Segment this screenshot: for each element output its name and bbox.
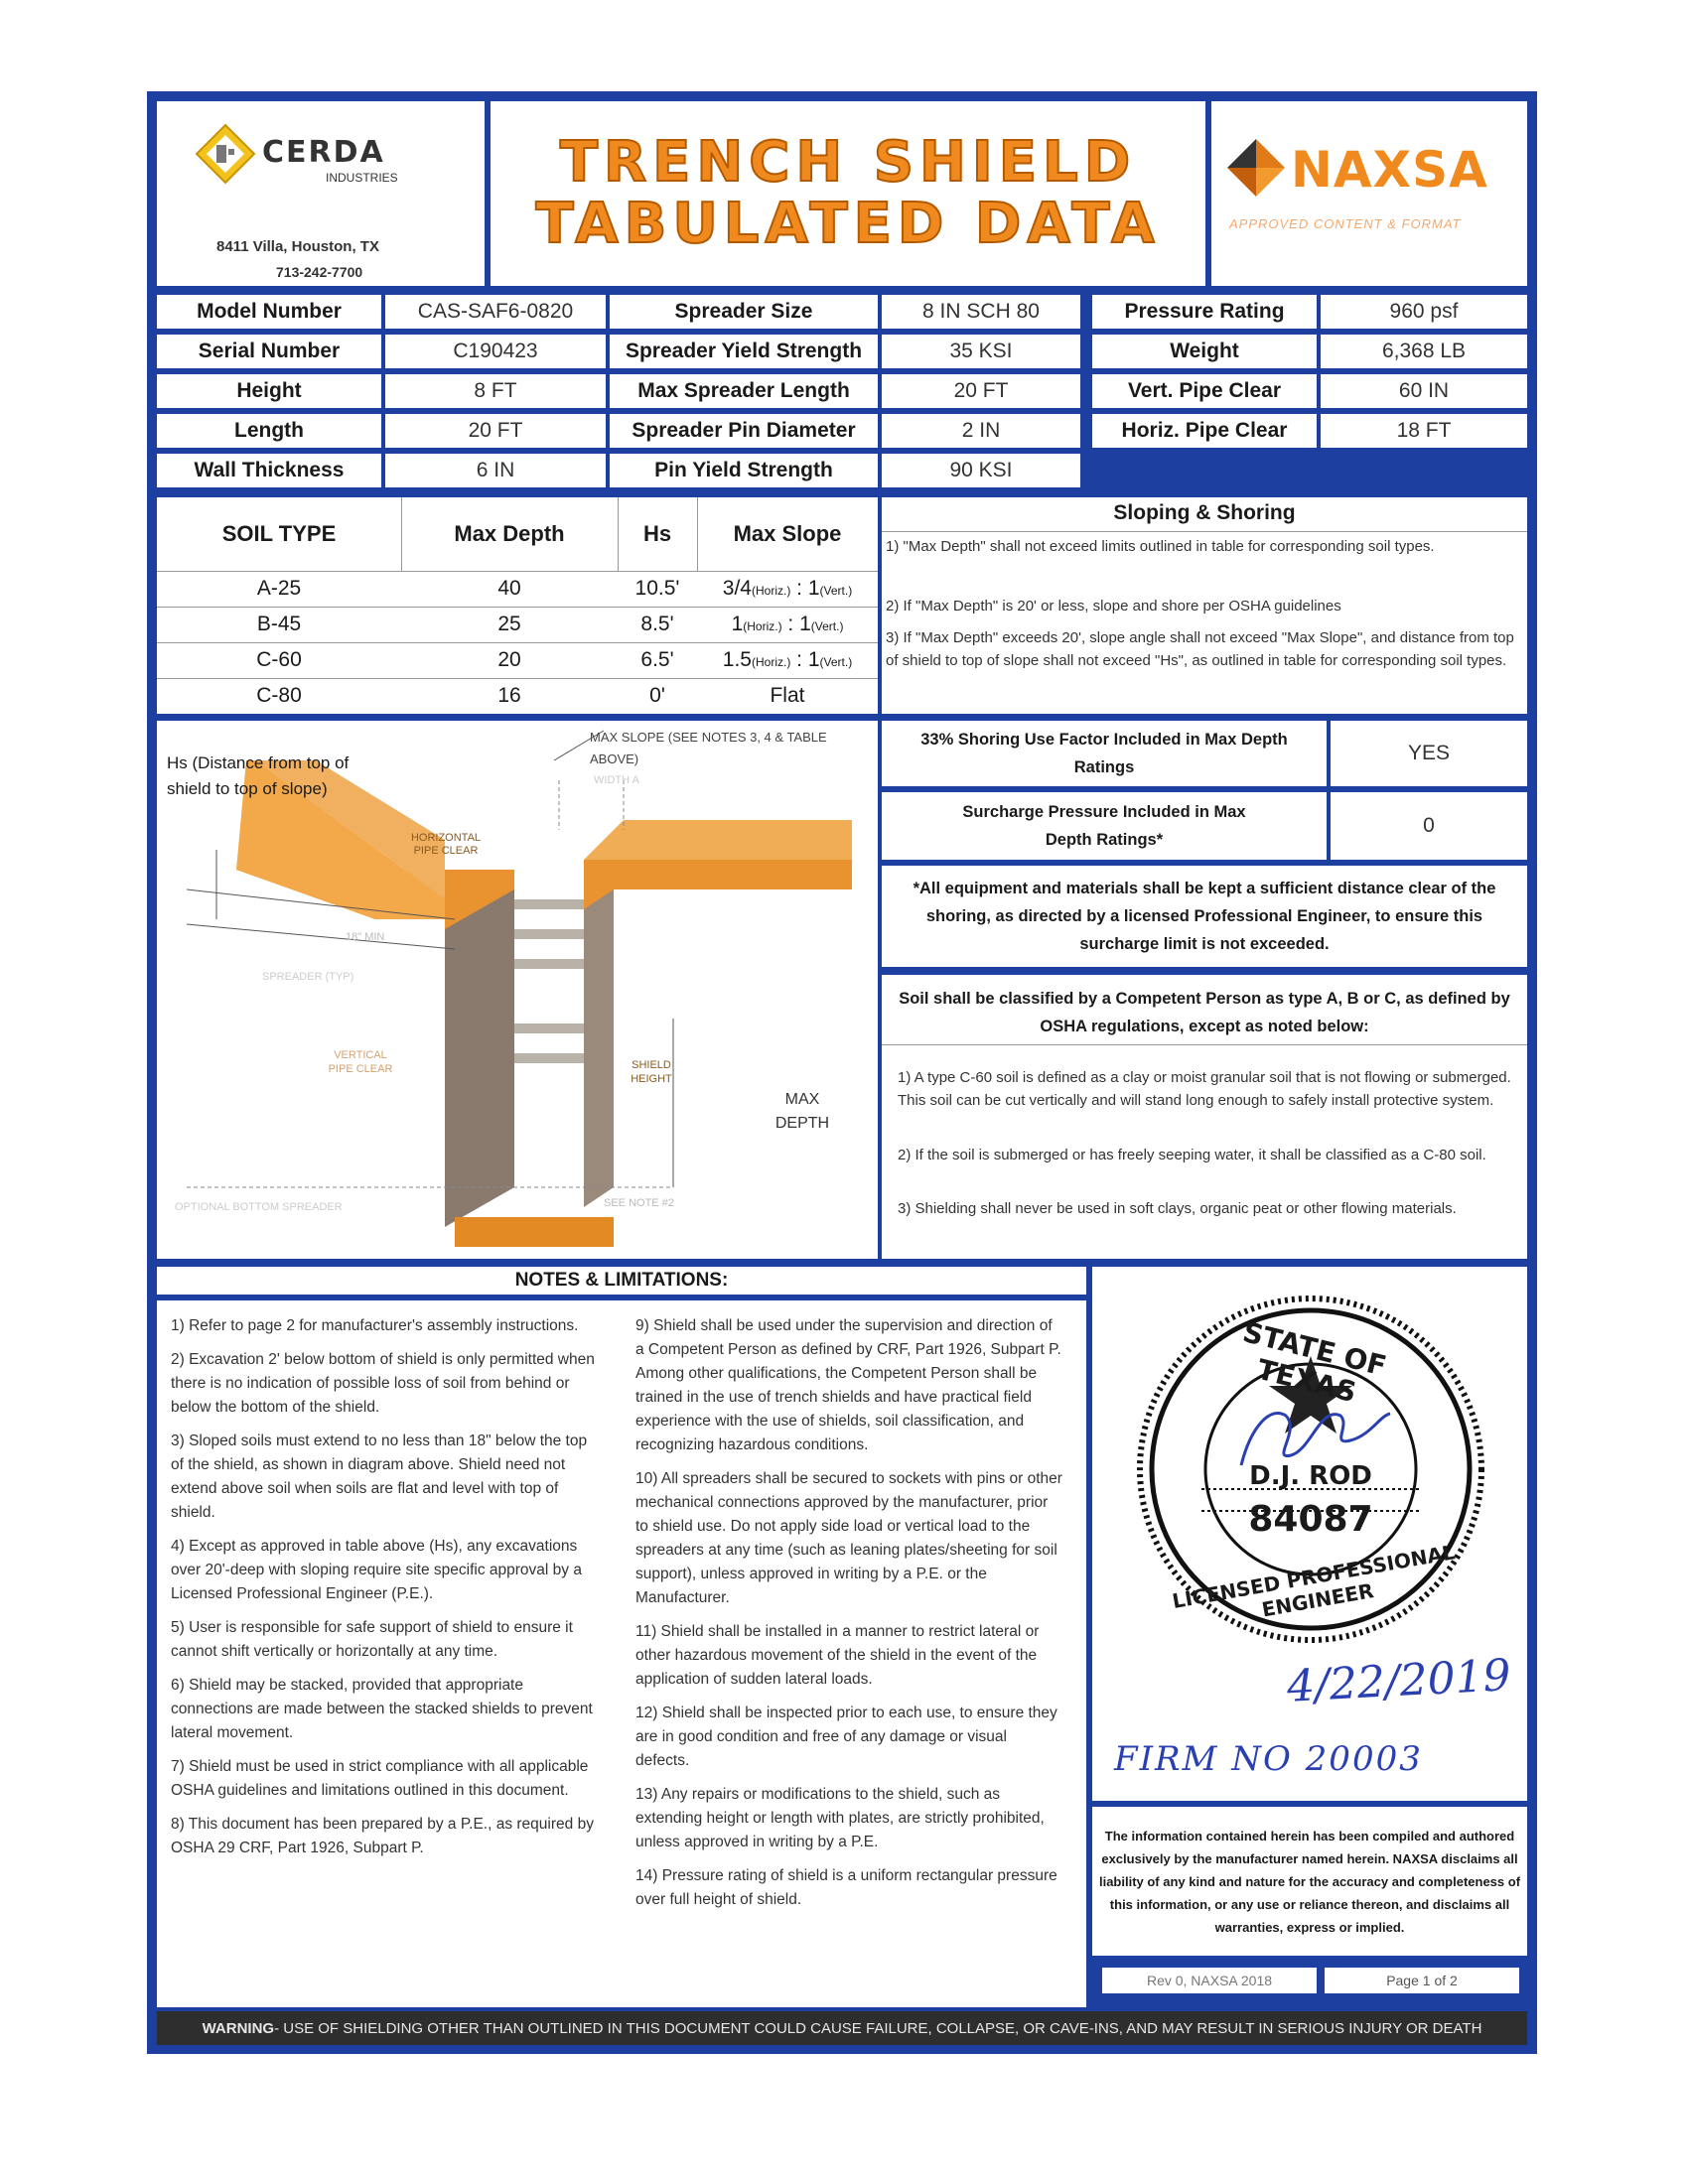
warning-text: - USE OF SHIELDING OTHER THAN OUTLINED IN THIS DOCUMENT COULD CAUSE FAILURE, COLLAPSE, OR CAVE-INS, AND MAY RESULT IN SERIOUS INJURY OR DEATH bbox=[274, 2019, 1482, 2037]
cerda-logo-panel bbox=[157, 101, 485, 286]
spec-label-wall: Wall Thickness bbox=[157, 454, 381, 487]
firm-number: FIRM NO 20003 bbox=[1114, 1739, 1423, 1779]
warning-label: WARNING bbox=[202, 2019, 275, 2037]
note-item: 8) This document has been prepared by a P.E., as required by OSHA 29 CRF, Part 1926, Subpart P. bbox=[171, 1816, 594, 1856]
soil-header-hs: Hs bbox=[618, 497, 698, 572]
soil-class-item-3: 3) Shielding shall never be used in soft clays, organic peat or other flowing materials. bbox=[898, 1200, 1457, 1217]
seal-state-text: STATE OF TEXAS bbox=[1239, 1315, 1390, 1410]
seal-date: 4/22/2019 bbox=[1285, 1650, 1512, 1712]
note-item: 3) Sloped soils must extend to no less than 18" below the top of the shield, as shown in diagram above. Shield need not extend above soil when soils are flat and level with top of shield. bbox=[171, 1433, 588, 1521]
diagram-label-max-depth: MAX DEPTH bbox=[774, 1091, 830, 1132]
spec-label-max-spreader: Max Spreader Length bbox=[610, 374, 878, 408]
naxsa-logo-panel bbox=[1211, 101, 1527, 286]
soil-slope-cell bbox=[697, 648, 878, 672]
spec-label-length: Length bbox=[157, 414, 381, 448]
cerda-logo-subtext: INDUSTRIES bbox=[326, 171, 398, 185]
soil-class-title: Soil shall be classified by a Competent Person as type A, B or C, as defined by OSHA regulations, except as noted below: bbox=[899, 990, 1510, 1035]
engineer-signature bbox=[1231, 1386, 1400, 1485]
soil-type-cell: B-45 bbox=[256, 613, 302, 635]
spec-value-length: 20 FT bbox=[385, 414, 606, 448]
title-panel bbox=[491, 101, 1205, 286]
note-item: 6) Shield may be stacked, provided that appropriate connections are made between the stacked shields to prevent lateral movement. bbox=[171, 1677, 593, 1741]
spec-label-weight: Weight bbox=[1092, 335, 1317, 368]
revision-label: Rev 0, NAXSA 2018 bbox=[1102, 1968, 1317, 1993]
divider bbox=[882, 1044, 1527, 1045]
company-address: 8411 Villa, Houston, TX bbox=[216, 238, 379, 255]
soil-row bbox=[157, 642, 878, 679]
note-item: 9) Shield shall be used under the supervision and direction of a Competent Person as defined by CRF, Part 1926, Subpart P. Among other qualifications, the Competent Person shall be trained in the use of trench shields and have practical field experience with the use of shields, soil classification, and recognizing hazardous conditions. bbox=[635, 1317, 1061, 1453]
slope-vert-value: : 1 bbox=[790, 577, 820, 600]
spec-value-serial: C190423 bbox=[385, 335, 606, 368]
spec-value-model: CAS-SAF6-0820 bbox=[385, 295, 606, 329]
soil-hs-cell: 10.5' bbox=[634, 577, 680, 600]
notes-panel bbox=[157, 1300, 1086, 2007]
shoring-factor-value: YES bbox=[1331, 721, 1527, 786]
note-item: 12) Shield shall be inspected prior to each use, to ensure they are in good condition and free of any damage or visual defects. bbox=[635, 1705, 1057, 1769]
soil-depth-cell: 40 bbox=[497, 577, 521, 600]
note-item: 7) Shield must be used in strict compliance with all applicable OSHA guidelines and limitations outlined in this document. bbox=[171, 1758, 589, 1799]
soil-slope-cell bbox=[697, 577, 878, 601]
document-title-line2: TABULATED DATA bbox=[535, 192, 1161, 256]
spec-label-pressure: Pressure Rating bbox=[1092, 295, 1317, 329]
notes-right-column bbox=[635, 1314, 1062, 1922]
diagram-label-width: WIDTH A bbox=[594, 774, 639, 786]
shield-diagram bbox=[157, 721, 878, 1259]
sloping-note-3: 3) If "Max Depth" exceeds 20', slope angle shall not exceed "Max Slope", and distance from top of shield to top of slope shall not exceed "Hs", as outlined in table for corresponding soil types. bbox=[886, 629, 1514, 669]
cerda-logo-icon bbox=[195, 123, 256, 185]
note-item: 11) Shield shall be installed in a manner to restrict lateral or other hazardous movement of the shield in the event of the application of sudden lateral loads. bbox=[635, 1623, 1040, 1688]
slope-vert-value: : 1 bbox=[790, 648, 820, 671]
note-item: 5) User is responsible for safe support of shield to ensure it cannot shift vertically or horizontally at any time. bbox=[171, 1619, 573, 1660]
note-item: 2) Excavation 2' below bottom of shield is only permitted when there is no indication of possible loss of soil from behind or below the bottom of the shield. bbox=[171, 1351, 595, 1416]
diagram-label-18-min: 18" MIN bbox=[346, 931, 385, 943]
diagram-label-horiz-clear: HORIZONTAL PIPE CLEAR bbox=[410, 832, 482, 857]
soil-row bbox=[157, 678, 878, 714]
divider bbox=[882, 531, 1527, 532]
sloping-panel bbox=[882, 497, 1527, 714]
diagram-label-spreader: SPREADER (TYP) bbox=[262, 971, 354, 983]
spec-label-serial: Serial Number bbox=[157, 335, 381, 368]
soil-slope-cell bbox=[697, 613, 878, 636]
spec-value-wall: 6 IN bbox=[385, 454, 606, 487]
spec-value-horiz-clear: 18 FT bbox=[1321, 414, 1527, 448]
slope-horiz-unit: (Horiz.) bbox=[752, 655, 791, 669]
spec-label-height: Height bbox=[157, 374, 381, 408]
slope-vert-unit: (Vert.) bbox=[819, 584, 853, 598]
slope-horiz-value: 3/4 bbox=[722, 577, 752, 600]
diagram-label-max-slope: MAX SLOPE (SEE NOTES 3, 4 & TABLE ABOVE) bbox=[590, 730, 827, 766]
surcharge-text: Surcharge Pressure Included in Max Depth Ratings* bbox=[962, 803, 1246, 849]
spec-value-weight: 6,368 LB bbox=[1321, 335, 1527, 368]
soil-row bbox=[157, 607, 878, 643]
document-title-line1: TRENCH SHIELD bbox=[559, 130, 1137, 195]
soil-hs-cell: 8.5' bbox=[640, 613, 674, 635]
slope-vert-unit: (Vert.) bbox=[819, 655, 853, 669]
soil-header-depth: Max Depth bbox=[401, 497, 619, 572]
spec-label-spreader-size: Spreader Size bbox=[610, 295, 878, 329]
surcharge-note-text: *All equipment and materials shall be kept a sufficient distance clear of the shoring, as directed by a licensed Professional Engineer, to ensure this surcharge limit is not exceeded. bbox=[913, 880, 1496, 953]
soil-hs-cell: 6.5' bbox=[640, 648, 674, 671]
soil-slope-cell bbox=[697, 684, 878, 708]
soil-depth-cell: 16 bbox=[497, 684, 521, 707]
soil-type-cell: C-60 bbox=[256, 648, 302, 671]
soil-table bbox=[157, 497, 878, 714]
slope-horiz-value: 1 bbox=[731, 613, 744, 635]
spec-value-spreader-size: 8 IN SCH 80 bbox=[882, 295, 1080, 329]
soil-type-cell: C-80 bbox=[256, 684, 302, 707]
soil-hs-cell: 0' bbox=[649, 684, 665, 707]
soil-classification-panel bbox=[882, 975, 1527, 1259]
spec-value-spreader-yield: 35 KSI bbox=[882, 335, 1080, 368]
seal-engineer-name: D.J. ROD bbox=[1249, 1461, 1372, 1491]
slope-horiz-value: Flat bbox=[770, 684, 805, 707]
note-item: 13) Any repairs or modifications to the shield, such as extending height or length with plates, are strictly prohibited, unless approved in writing by a P.E. bbox=[635, 1786, 1045, 1850]
warning-bar bbox=[157, 2011, 1527, 2045]
cerda-logo-text: CERDA bbox=[262, 135, 385, 170]
sloping-note-1: 1) "Max Depth" shall not exceed limits outlined in table for corresponding soil types. bbox=[886, 538, 1435, 555]
soil-depth-cell: 20 bbox=[497, 648, 521, 671]
slope-horiz-unit: (Horiz.) bbox=[743, 619, 782, 633]
spec-value-height: 8 FT bbox=[385, 374, 606, 408]
naxsa-tagline: APPROVED CONTENT & FORMAT bbox=[1229, 216, 1462, 231]
soil-header-type: SOIL TYPE bbox=[157, 497, 402, 572]
surcharge-label bbox=[882, 792, 1327, 860]
shoring-factor-label bbox=[882, 721, 1327, 786]
company-phone: 713-242-7700 bbox=[276, 264, 363, 280]
spec-label-spreader-yield: Spreader Yield Strength bbox=[610, 335, 878, 368]
soil-header-slope: Max Slope bbox=[697, 497, 878, 572]
spec-value-max-spreader: 20 FT bbox=[882, 374, 1080, 408]
note-item: 14) Pressure rating of shield is a uniform rectangular pressure over full height of shield. bbox=[635, 1867, 1057, 1908]
spec-value-pin-yield: 90 KSI bbox=[882, 454, 1080, 487]
notes-left-column bbox=[171, 1314, 598, 1870]
slope-vert-unit: (Vert.) bbox=[810, 619, 844, 633]
soil-row bbox=[157, 571, 878, 608]
spec-value-pressure: 960 psf bbox=[1321, 295, 1527, 329]
spec-label-horiz-clear: Horiz. Pipe Clear bbox=[1092, 414, 1317, 448]
surcharge-note bbox=[882, 866, 1527, 967]
diagram-label-optional: OPTIONAL BOTTOM SPREADER bbox=[175, 1201, 343, 1213]
diagram-label-vert-clear: VERTICAL PIPE CLEAR bbox=[328, 1049, 393, 1075]
diagram-label-see-note: SEE NOTE #2 bbox=[604, 1197, 674, 1209]
spec-label-vert-clear: Vert. Pipe Clear bbox=[1092, 374, 1317, 408]
sloping-note-2: 2) If "Max Depth" is 20' or less, slope and shore per OSHA guidelines bbox=[886, 598, 1341, 614]
slope-horiz-value: 1.5 bbox=[722, 648, 752, 671]
soil-type-cell: A-25 bbox=[256, 577, 302, 600]
sloping-title: Sloping & Shoring bbox=[1113, 501, 1296, 524]
slope-vert-value: : 1 bbox=[781, 613, 811, 635]
spec-value-pin-diameter: 2 IN bbox=[882, 414, 1080, 448]
soil-class-item-2: 2) If the soil is submerged or has freely seeping water, it shall be classified as a C-80 soil. bbox=[898, 1147, 1486, 1163]
note-item: 4) Except as approved in table above (Hs), any excavations over 20'-deep with sloping require site specific approval by a Licensed Professional Engineer (P.E.). bbox=[171, 1538, 582, 1602]
note-item: 1) Refer to page 2 for manufacturer's assembly instructions. bbox=[171, 1317, 579, 1334]
diagram-label-shield-height: SHIELD HEIGHT bbox=[631, 1059, 672, 1085]
shoring-factor-text: 33% Shoring Use Factor Included in Max Depth Ratings bbox=[920, 731, 1288, 776]
spec-label-pin-diameter: Spreader Pin Diameter bbox=[610, 414, 878, 448]
spec-label-model: Model Number bbox=[157, 295, 381, 329]
disclaimer-text: The information contained herein has been compiled and authored exclusively by the manufacturer named herein. NAXSA disclaims all liability of any kind and nature for the accuracy and completeness of this information, or any use or reliance thereon, and disclaims all warranties, express or implied. bbox=[1098, 1828, 1521, 1935]
notes-title-bar bbox=[157, 1267, 1086, 1295]
page-number: Page 1 of 2 bbox=[1325, 1968, 1519, 1993]
notes-title: NOTES & LIMITATIONS: bbox=[514, 1270, 729, 1291]
seal-panel bbox=[1092, 1267, 1527, 1801]
surcharge-value: 0 bbox=[1331, 792, 1527, 860]
disclaimer-panel bbox=[1092, 1807, 1527, 1956]
naxsa-logo-text: NAXSA bbox=[1291, 141, 1488, 199]
spec-label-pin-yield: Pin Yield Strength bbox=[610, 454, 878, 487]
soil-class-item-1: 1) A type C-60 soil is defined as a clay or moist granular soil that is not flowing or submerged. This soil can be cut vertically and will stand long enough to safely install protective system. bbox=[898, 1069, 1511, 1109]
seal-license-number: 84087 bbox=[1248, 1499, 1373, 1540]
slope-horiz-unit: (Horiz.) bbox=[752, 584, 791, 598]
naxsa-logo-icon bbox=[1225, 137, 1287, 199]
note-item: 10) All spreaders shall be secured to sockets with pins or other mechanical connections approved by the manufacturer, prior to shield use. Do not apply side load or vertical load to the spreaders at any time (such as leaning plates/sheeting for soil support), unless approved in writing by a P.E. or the Manufacturer. bbox=[635, 1470, 1062, 1606]
spec-value-vert-clear: 60 IN bbox=[1321, 374, 1527, 408]
soil-depth-cell: 25 bbox=[497, 613, 521, 635]
diagram-label-hs: Hs (Distance from top of shield to top of slope) bbox=[167, 753, 350, 798]
seal-license-text: LICENSED PROFESSIONAL ENGINEER bbox=[1170, 1540, 1458, 1622]
